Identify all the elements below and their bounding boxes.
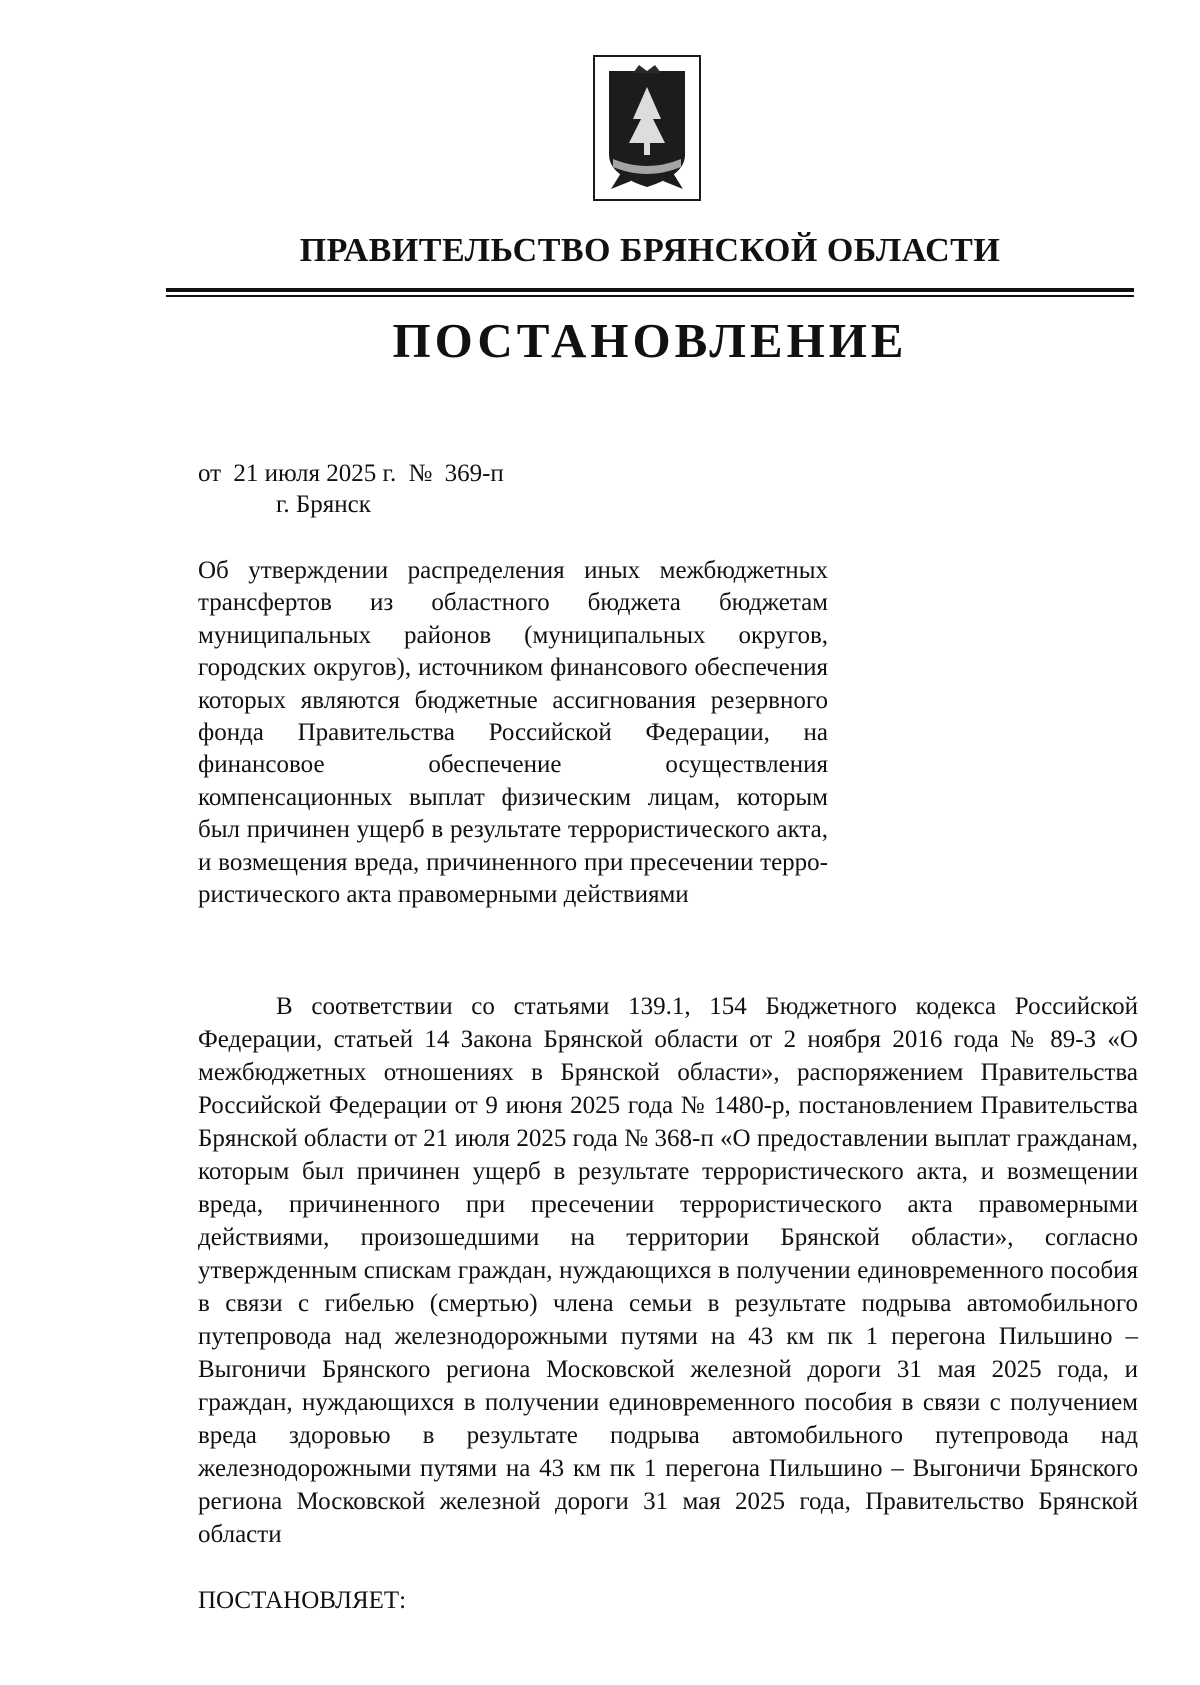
header-rule-thin xyxy=(166,295,1134,297)
header-rule-thick xyxy=(166,288,1134,292)
city: г. Брянск xyxy=(276,491,371,518)
coat-of-arms xyxy=(593,55,701,201)
coat-of-arms-icon xyxy=(603,63,691,193)
document-type: ПОСТАНОВЛЕНИЕ xyxy=(392,313,908,368)
document-date: 21 июля 2025 г. xyxy=(233,460,397,487)
document-subject: Об утверждении распределения иных межбюджетных трансфертов из областного бюджета бюджетам муниципальных районов (муниципальных округов, городских округов), источником финансового обеспечения которых являются бюджетные ассигнования резервного фонда Правительства Российской Федерации, на финансовое обеспечение осуществления компенсационных выплат физическим лицам, которым был причинен ущерб в результате террористического акта, и возмещения вреда, причиненного при пресечении террористического акта правомерными действиями xyxy=(198,557,828,909)
government-title: ПРАВИТЕЛЬСТВО БРЯНСКОЙ ОБЛАСТИ xyxy=(299,232,1001,269)
decree-word: ПОСТАНОВЛЯЕТ: xyxy=(198,1587,407,1614)
date-number-line xyxy=(198,460,510,488)
document-number: 369-п xyxy=(444,460,504,487)
number-sign: № xyxy=(408,460,433,487)
body-paragraph: В соответствии со статьями 139.1, 154 Бюджетного кодекса Российской Федерации, статьей 14 Закона Брянской области от 2 ноября 2016 года № 89-З «О межбюджетных отношениях в Брянской области», распоряжением Правительства Российской Федерации от 9 июня 2025 года № 1480-р, постановлением Правительства Брянской области от 21 июля 2025 года № 368-п «О предоставлении выплат гражданам, которым был причинен ущерб в результате террористического акта, и возмещении вреда, причиненного при пресечении террористического акта правомерными действиями, произошедшими на территории Брянской области», согласно утвержденным спискам граждан, нуждающихся в получении единовременного пособия в связи с гибелью (смертью) члена семьи в результате подрыва автомобильного путепровода над железнодорожными путями на 43 км пк 1 перегона Пильшино – Выгоничи Брянского региона Московской железной дороги 31 мая 2025 года, и граждан, нуждающихся в получении единовременного пособия в связи с получением вреда здоровью в результате подрыва автомобильного путепровода над железнодорожными путями на 43 км пк 1 перегона Пильшино – Выгоничи Брянского региона Московской железной дороги 31 мая 2025 года, Правительство Брянской области xyxy=(198,993,1138,1548)
date-prefix: от xyxy=(198,460,222,487)
